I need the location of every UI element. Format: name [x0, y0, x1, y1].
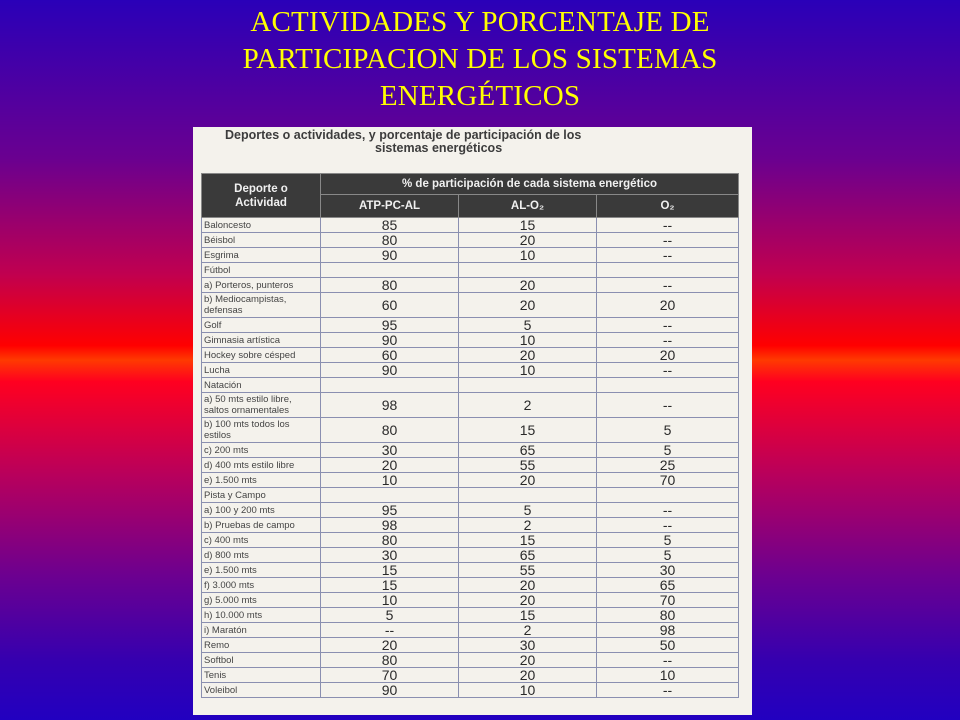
- header-group: % de participación de cada sistema energético: [321, 174, 739, 195]
- header-deporte: [202, 174, 321, 218]
- al-o2-value: 20: [459, 293, 597, 318]
- o2-value: 70: [597, 593, 739, 608]
- table-body: [202, 218, 739, 698]
- atp-value: 10: [321, 593, 459, 608]
- table-row: [202, 488, 739, 503]
- table-row: [202, 348, 739, 363]
- o2-value: 5: [597, 418, 739, 443]
- activity-cell: g) 5.000 mts: [202, 593, 321, 608]
- o2-value: --: [597, 653, 739, 668]
- table-row: [202, 518, 739, 533]
- table-row: [202, 333, 739, 348]
- al-o2-value: 30: [459, 638, 597, 653]
- o2-value: 70: [597, 473, 739, 488]
- table-row: [202, 593, 739, 608]
- al-o2-value: 10: [459, 248, 597, 263]
- al-o2-value: 20: [459, 278, 597, 293]
- al-o2-value: 20: [459, 473, 597, 488]
- al-o2-value: 20: [459, 233, 597, 248]
- atp-value: [321, 488, 459, 503]
- activity-cell: c) 200 mts: [202, 443, 321, 458]
- al-o2-value: 20: [459, 348, 597, 363]
- o2-value: --: [597, 683, 739, 698]
- activity-cell: Lucha: [202, 363, 321, 378]
- activity-cell: a) 50 mts estilo libre, saltos ornamentales: [202, 393, 321, 418]
- table-row: [202, 548, 739, 563]
- o2-value: 5: [597, 443, 739, 458]
- al-o2-value: 20: [459, 578, 597, 593]
- al-o2-value: 65: [459, 548, 597, 563]
- atp-value: 95: [321, 318, 459, 333]
- atp-value: 80: [321, 653, 459, 668]
- atp-value: 70: [321, 668, 459, 683]
- o2-value: 30: [597, 563, 739, 578]
- al-o2-value: 2: [459, 518, 597, 533]
- al-o2-value: 5: [459, 318, 597, 333]
- al-o2-value: 55: [459, 458, 597, 473]
- header-atp: ATP-PC-AL: [321, 195, 459, 218]
- table-row: [202, 278, 739, 293]
- table-row: [202, 668, 739, 683]
- slide-title: [0, 4, 960, 115]
- atp-value: 98: [321, 518, 459, 533]
- activity-cell: Hockey sobre césped: [202, 348, 321, 363]
- al-o2-value: 15: [459, 608, 597, 623]
- header-o2: O₂: [597, 195, 739, 218]
- o2-value: --: [597, 393, 739, 418]
- atp-value: 95: [321, 503, 459, 518]
- activity-cell: a) 100 y 200 mts: [202, 503, 321, 518]
- table-row: [202, 318, 739, 333]
- table-row: [202, 233, 739, 248]
- header-deporte-line: Actividad: [235, 196, 287, 209]
- activity-cell: Gimnasia artística: [202, 333, 321, 348]
- al-o2-value: 2: [459, 393, 597, 418]
- o2-value: --: [597, 278, 739, 293]
- activity-cell: Béisbol: [202, 233, 321, 248]
- activity-cell: Voleibol: [202, 683, 321, 698]
- energy-systems-table: [201, 173, 739, 698]
- al-o2-value: 10: [459, 363, 597, 378]
- o2-value: 5: [597, 548, 739, 563]
- atp-value: 80: [321, 233, 459, 248]
- table-row: [202, 263, 739, 278]
- activity-cell: d) 800 mts: [202, 548, 321, 563]
- table-row: [202, 638, 739, 653]
- al-o2-value: 10: [459, 683, 597, 698]
- table-row: [202, 608, 739, 623]
- table-row: [202, 293, 739, 318]
- o2-value: --: [597, 503, 739, 518]
- al-o2-value: 20: [459, 593, 597, 608]
- atp-value: 15: [321, 578, 459, 593]
- slide-title-line: PARTICIPACION DE LOS SISTEMAS: [242, 43, 718, 75]
- table-row: [202, 248, 739, 263]
- al-o2-value: [459, 378, 597, 393]
- table-row: [202, 683, 739, 698]
- o2-value: [597, 488, 739, 503]
- activity-cell: Baloncesto: [202, 218, 321, 233]
- atp-value: 30: [321, 548, 459, 563]
- slide-title-line: ENERGÉTICOS: [379, 80, 581, 112]
- table-row: [202, 563, 739, 578]
- al-o2-value: 20: [459, 668, 597, 683]
- atp-value: 10: [321, 473, 459, 488]
- activity-cell: c) 400 mts: [202, 533, 321, 548]
- atp-value: 85: [321, 218, 459, 233]
- atp-value: 5: [321, 608, 459, 623]
- atp-value: 30: [321, 443, 459, 458]
- activity-cell: e) 1.500 mts: [202, 473, 321, 488]
- activity-cell: f) 3.000 mts: [202, 578, 321, 593]
- activity-cell: b) Mediocampistas, defensas: [202, 293, 321, 318]
- activity-cell: h) 10.000 mts: [202, 608, 321, 623]
- table-row: [202, 533, 739, 548]
- o2-value: --: [597, 363, 739, 378]
- atp-value: [321, 263, 459, 278]
- caption-line: Deportes o actividades, y porcentaje de participación de los: [225, 128, 582, 142]
- atp-value: 80: [321, 278, 459, 293]
- o2-value: 25: [597, 458, 739, 473]
- o2-value: 10: [597, 668, 739, 683]
- o2-value: [597, 263, 739, 278]
- o2-value: --: [597, 248, 739, 263]
- al-o2-value: 15: [459, 533, 597, 548]
- table-row: [202, 418, 739, 443]
- activity-cell: Fútbol: [202, 263, 321, 278]
- atp-value: 90: [321, 683, 459, 698]
- o2-value: 50: [597, 638, 739, 653]
- table-row: [202, 473, 739, 488]
- o2-value: 65: [597, 578, 739, 593]
- table-row: [202, 363, 739, 378]
- atp-value: 90: [321, 363, 459, 378]
- table-row: [202, 578, 739, 593]
- header-deporte-line: Deporte o: [234, 182, 288, 195]
- al-o2-value: [459, 263, 597, 278]
- o2-value: --: [597, 233, 739, 248]
- table-row: [202, 378, 739, 393]
- table-row: [202, 503, 739, 518]
- activity-cell: Natación: [202, 378, 321, 393]
- o2-value: --: [597, 333, 739, 348]
- atp-value: 20: [321, 458, 459, 473]
- activity-cell: Golf: [202, 318, 321, 333]
- o2-value: 20: [597, 293, 739, 318]
- table-row: [202, 458, 739, 473]
- activity-cell: d) 400 mts estilo libre: [202, 458, 321, 473]
- atp-value: 20: [321, 638, 459, 653]
- al-o2-value: 65: [459, 443, 597, 458]
- o2-value: 20: [597, 348, 739, 363]
- al-o2-value: 20: [459, 653, 597, 668]
- activity-cell: Pista y Campo: [202, 488, 321, 503]
- activity-cell: a) Porteros, punteros: [202, 278, 321, 293]
- atp-value: 80: [321, 533, 459, 548]
- atp-value: 60: [321, 348, 459, 363]
- table-row: [202, 218, 739, 233]
- activity-cell: b) Pruebas de campo: [202, 518, 321, 533]
- activity-cell: e) 1.500 mts: [202, 563, 321, 578]
- table-caption: [225, 129, 725, 155]
- activity-cell: Remo: [202, 638, 321, 653]
- o2-value: 98: [597, 623, 739, 638]
- al-o2-value: [459, 488, 597, 503]
- o2-value: --: [597, 518, 739, 533]
- o2-value: [597, 378, 739, 393]
- activity-cell: Esgrima: [202, 248, 321, 263]
- al-o2-value: 5: [459, 503, 597, 518]
- al-o2-value: 55: [459, 563, 597, 578]
- atp-value: 98: [321, 393, 459, 418]
- atp-value: [321, 378, 459, 393]
- activity-cell: b) 100 mts todos los estilos: [202, 418, 321, 443]
- activity-cell: Tenis: [202, 668, 321, 683]
- o2-value: --: [597, 318, 739, 333]
- caption-line: sistemas energéticos: [375, 141, 503, 155]
- slide-title-line: ACTIVIDADES Y PORCENTAJE DE: [250, 6, 710, 38]
- table-row: [202, 443, 739, 458]
- atp-value: 90: [321, 248, 459, 263]
- o2-value: --: [597, 218, 739, 233]
- al-o2-value: 2: [459, 623, 597, 638]
- activity-cell: Softbol: [202, 653, 321, 668]
- activity-cell: i) Maratón: [202, 623, 321, 638]
- scanned-table-image: [193, 127, 752, 715]
- atp-value: 80: [321, 418, 459, 443]
- atp-value: 60: [321, 293, 459, 318]
- table-row: [202, 393, 739, 418]
- atp-value: --: [321, 623, 459, 638]
- o2-value: 80: [597, 608, 739, 623]
- al-o2-value: 15: [459, 418, 597, 443]
- o2-value: 5: [597, 533, 739, 548]
- al-o2-value: 15: [459, 218, 597, 233]
- al-o2-value: 10: [459, 333, 597, 348]
- atp-value: 90: [321, 333, 459, 348]
- atp-value: 15: [321, 563, 459, 578]
- table-row: [202, 653, 739, 668]
- table-row: [202, 623, 739, 638]
- header-al-o2: AL-O₂: [459, 195, 597, 218]
